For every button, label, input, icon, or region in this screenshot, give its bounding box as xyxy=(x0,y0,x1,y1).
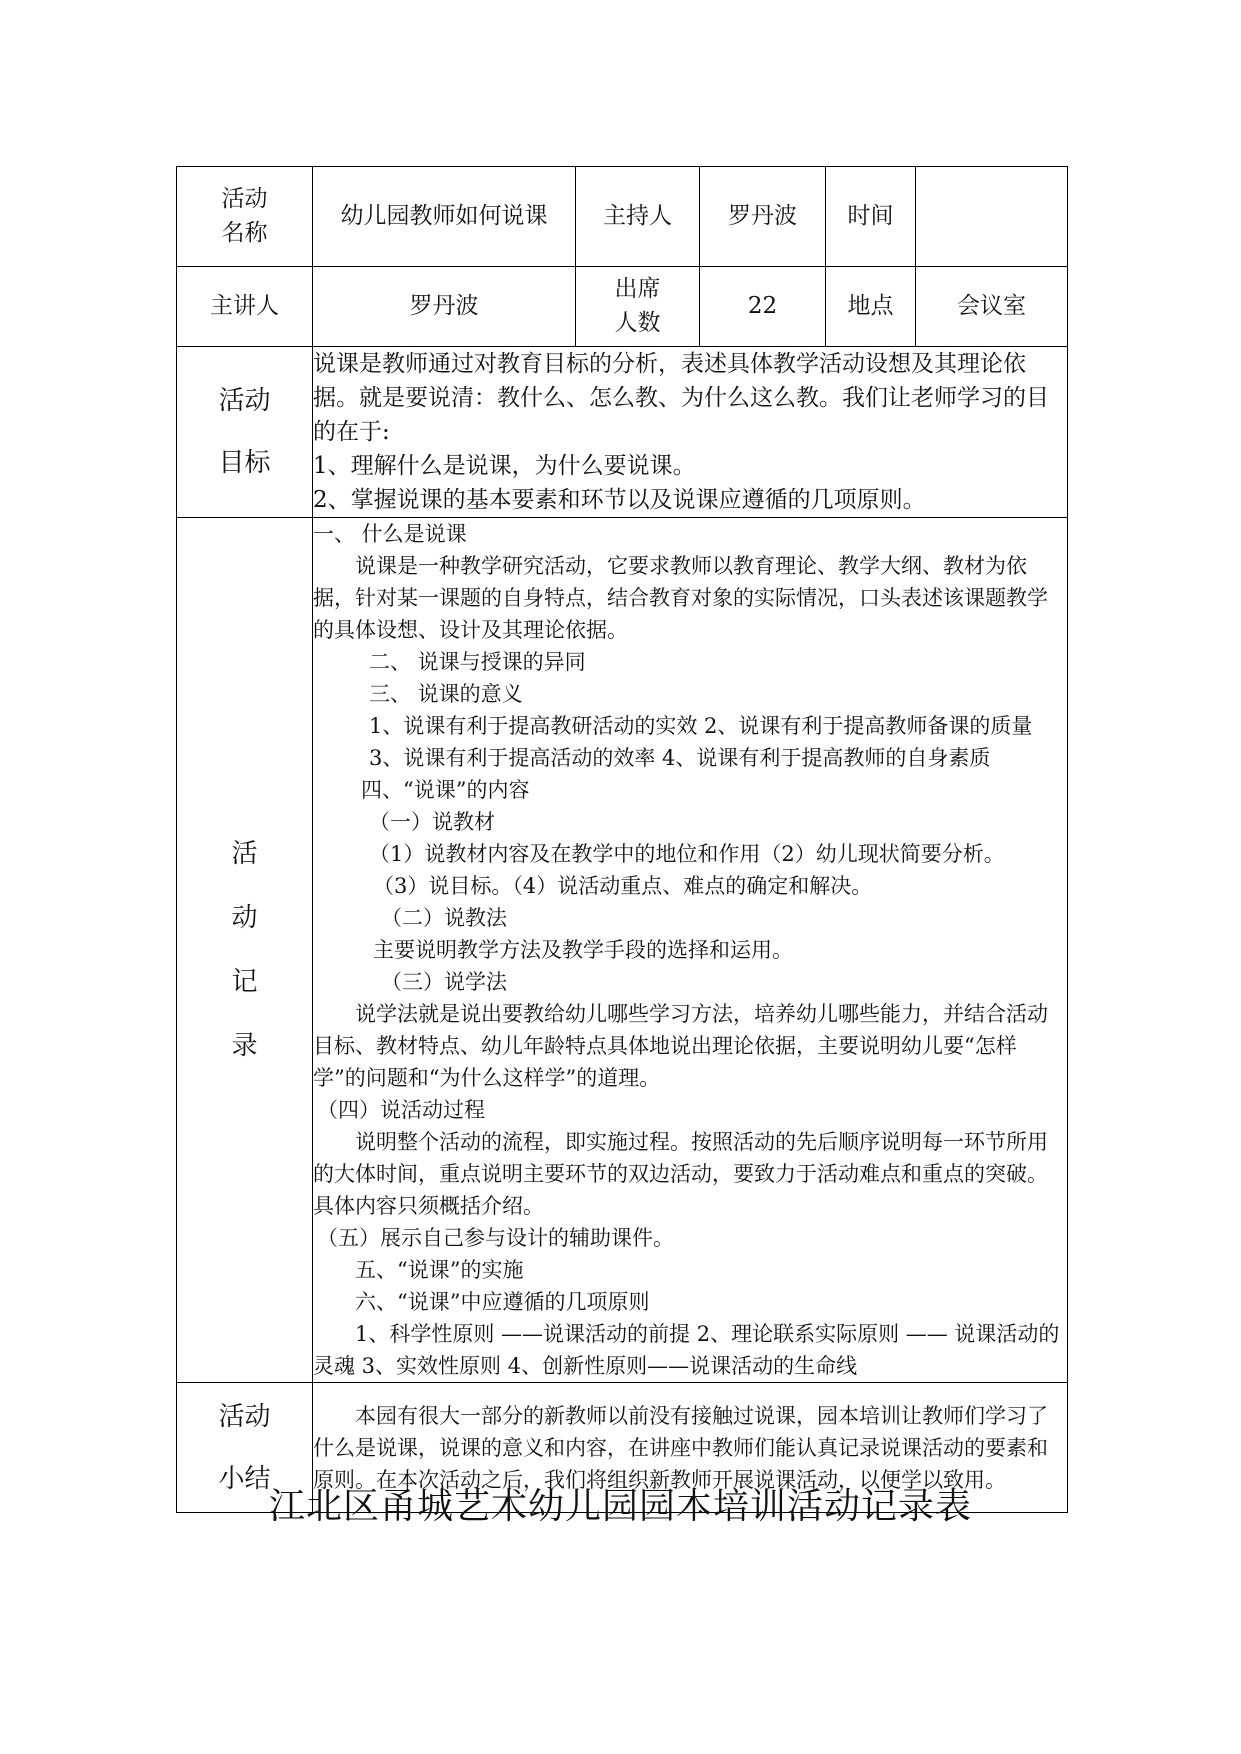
activity-name-label: 活动 名称 xyxy=(177,167,313,267)
location-label: 地点 xyxy=(826,267,916,347)
summary-text: 本园有很大一部分的新教师以前没有接触过说课，园本培训让教师们学习了什么是说课，说课的意义和内容，在讲座中教师们能认真记录说课活动的要素和原则。在本次活动之后，我们将组织新教师开展说课活动，以便学以致用。 xyxy=(313,1403,1048,1492)
goal-label xyxy=(177,347,313,518)
record-paragraph: 说课是一种教学研究活动，它要求教师以教育理论、教学大纲、教材为依据，针对某一课题的自身特点，结合教育对象的实际情况，口头表述该课题教学的具体设想、设计及其理论依据。 xyxy=(313,554,1048,642)
record-line: 1、说课有利于提高教研活动的实效 2、说课有利于提高教师备课的质量 xyxy=(369,714,1033,738)
record-line: （1）说教材内容及在教学中的地位和作用（2）幼儿现状简要分析。 xyxy=(369,842,1005,866)
record-line: 一、 什么是说课 xyxy=(313,522,467,546)
record-label-char: 记 xyxy=(231,967,258,997)
goal-label-line1: 活动 xyxy=(218,386,271,416)
record-line: 3、说课有利于提高活动的效率 4、说课有利于提高教师的自身素质 xyxy=(369,746,991,770)
record-line: 二、 说课与授课的异同 xyxy=(369,650,586,674)
attendance-value: 22 xyxy=(700,267,826,347)
activity-record-table xyxy=(176,166,1068,1513)
goal-content xyxy=(313,347,1068,518)
record-line: （三）说学法 xyxy=(381,970,507,994)
speaker-value: 罗丹波 xyxy=(313,267,576,347)
host-value: 罗丹波 xyxy=(700,167,826,267)
record-line: （五）展示自己参与设计的辅助课件。 xyxy=(317,1226,674,1250)
goal-line: 说课是教师通过对教育目标的分析，表述具体教学活动设想及其理论依据。就是要说清：教什么、怎么教、为什么这么教。我们让老师学习的目的在于: xyxy=(313,351,1049,445)
page-title: 江北区甬城艺术幼儿园园本培训活动记录表 xyxy=(268,1486,972,1527)
goal-label-line2: 目标 xyxy=(218,448,271,478)
record-label-char: 录 xyxy=(231,1031,258,1061)
record-paragraph: 1、科学性原则 ——说课活动的前提 2、理论联系实际原则 —— 说课活动的灵魂 3、实效性原则 4、创新性原则——说课活动的生命线 xyxy=(313,1322,1060,1378)
time-label: 时间 xyxy=(826,167,916,267)
attendance-label: 出席 人数 xyxy=(576,267,700,347)
record-line: 五、“说课”的实施 xyxy=(355,1258,524,1282)
record-line: （二）说教法 xyxy=(381,906,507,930)
record-line: （四）说活动过程 xyxy=(317,1098,485,1122)
host-label: 主持人 xyxy=(576,167,700,267)
location-value: 会议室 xyxy=(916,267,1068,347)
record-line: （一）说教材 xyxy=(369,810,495,834)
record-label-char: 活 xyxy=(231,839,258,869)
record-label-char: 动 xyxy=(231,903,258,933)
speaker-label: 主讲人 xyxy=(177,267,313,347)
record-line: 主要说明教学方法及教学手段的选择和运用。 xyxy=(373,938,793,962)
record-label xyxy=(177,518,313,1383)
record-line: 四、“说课”的内容 xyxy=(361,778,530,802)
time-value xyxy=(916,167,1068,267)
record-line: 三、 说课的意义 xyxy=(369,682,523,706)
summary-label-line2: 小结 xyxy=(218,1463,271,1494)
record-line: 六、“说课”中应遵循的几项原则 xyxy=(355,1290,650,1314)
record-paragraph: 说学法就是说出要教给幼儿哪些学习方法，培养幼儿哪些能力，并结合活动目标、教材特点、幼儿年龄特点具体地说出理论依据，主要说明幼儿要“怎样学”的问题和“为什么这样学”的道理。 xyxy=(313,1002,1048,1090)
goal-line: 2、掌握说课的基本要素和环节以及说课应遵循的几项原则。 xyxy=(313,487,926,513)
record-paragraph: 说明整个活动的流程，即实施过程。按照活动的先后顺序说明每一环节所用的大体时间，重点说明主要环节的双边活动，要致力于活动难点和重点的突破。具体内容只须概括介绍。 xyxy=(313,1130,1048,1218)
record-line: （3）说目标。（4）说活动重点、难点的确定和解决。 xyxy=(373,874,873,898)
summary-label-line1: 活动 xyxy=(218,1401,271,1432)
goal-line: 1、理解什么是说课，为什么要说课。 xyxy=(313,453,696,479)
record-content xyxy=(313,518,1068,1383)
activity-name-value: 幼儿园教师如何说课 xyxy=(313,167,576,267)
